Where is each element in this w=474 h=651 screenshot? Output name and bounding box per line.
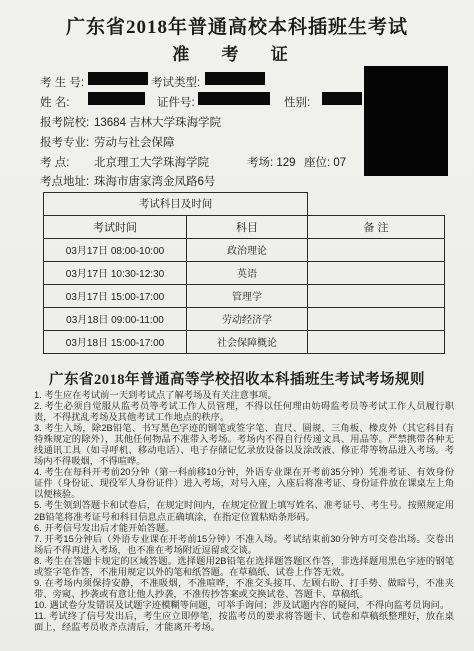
table-row — [44, 261, 445, 284]
row-note — [308, 284, 445, 307]
row-note — [308, 261, 445, 284]
row-time: 03月17日 08:00-10:00 — [44, 238, 187, 261]
exam-type-label: 考试类型: — [151, 77, 201, 89]
schedule-table — [43, 192, 445, 354]
address-label: 考点地址: — [40, 176, 90, 188]
major-label: 报考专业: — [40, 137, 90, 149]
school-value: 13684 吉林大学珠海学院 — [94, 117, 222, 129]
exam-number-label: 考 生 号: — [40, 77, 85, 89]
photo-redaction — [364, 66, 448, 176]
document-title: 广东省2018年普通高校本科插班生考试 — [65, 17, 408, 38]
rules-title: 广东省2018年普通高等学校招收本科插班生考试考场规则 — [49, 372, 425, 388]
rule-item: 5. 考生领到答题卡和试卷后，在规定时间内，在规定位置上填写姓名、准考证号、考生号。按照规定用2B铅笔将准考证号和科目信息点正确填涂，在指定位置粘贴条形码。 — [34, 500, 454, 522]
row-note — [308, 238, 445, 261]
address-value: 珠海市唐家湾金凤路6号 — [94, 176, 216, 188]
rule-item: 10. 遇试卷分发错误及试题字迹模糊等问题，可举手询问；涉及试题内容的疑问，不得向监考员询问。 — [34, 599, 450, 610]
rule-item: 11. 考试终了信号发出后，考生应立即停笔，按监考员的要求将答题卡、试卷和草稿纸整理好，放在桌面上，经监考员收齐点清后，才能离开考场。 — [34, 610, 454, 632]
row-time: 03月18日 15:00-17:00 — [44, 330, 187, 353]
site-label: 考 点: — [40, 157, 70, 169]
row-subject: 劳动经济学 — [187, 307, 308, 330]
row-time: 03月18日 09:00-11:00 — [44, 307, 187, 330]
rule-item: 4. 考生在每科开考前20分钟（第一科前移10分钟，外语专业课在开考前35分钟）凭准考证、有效身份证件（身份证、现役军人身份证件）进入考场，对号入座，入座后将准考证、身份证件放在课桌左上角以便核验。 — [34, 467, 454, 500]
row-subject: 政治理论 — [187, 238, 308, 261]
header-time: 考试时间 — [44, 215, 187, 238]
major-value: 劳动与社会保障 — [94, 137, 175, 149]
rule-item: 8. 考生在答题卡规定的区域答题。选择题用2B铅笔在选择题答题区作答，非选择题用黑色字迹的钢笔或签字笔作答，不准用规定以外的笔和纸答题。在草稿纸、试卷上作答无效。 — [34, 555, 454, 577]
document-subtitle: 准 考 证 — [172, 45, 302, 64]
seat-label: 座位: 07 — [304, 157, 347, 169]
schedule-caption: 考试科目及时间 — [44, 193, 308, 216]
gender-redaction — [322, 92, 362, 105]
exam-number-redaction — [88, 72, 148, 85]
schedule-caption-blank — [308, 193, 445, 216]
exam-type-redaction — [205, 72, 265, 85]
header-note: 备 注 — [308, 215, 445, 238]
table-row — [44, 330, 445, 353]
rule-item: 6. 开考信号发出后才能开始答题。 — [34, 522, 175, 533]
header-subject: 科目 — [187, 215, 308, 238]
name-redaction — [88, 92, 145, 105]
gender-label: 性别: — [284, 97, 311, 109]
rule-item: 2. 考生必须自觉服从监考员等考试工作人员管理，不得以任何理由妨碍监考员等考试工作人员履行职责，不得扰乱考场及其他考试工作地点的秩序。 — [34, 401, 454, 423]
id-number-label: 证件号: — [157, 97, 195, 109]
school-label: 报考院校: — [40, 117, 90, 129]
site-value: 北京理工大学珠海学院 — [94, 157, 209, 169]
table-row — [44, 307, 445, 330]
rule-item: 3. 考生入场，除2B铅笔、书写黑色字迹的钢笔或签字笔、直尺、圆规、三角板、橡皮外（其它科目有特殊规定的除外），其他任何物品不准带入考场。考场内不得自行传递文具、用品等。严禁携带各种无线通讯工具（如寻呼机、移动电话）、电子存储记忆录放设备以及涂改液、修正带等物品进入考场。考场内不得吸烟，不得喧哗。 — [34, 423, 454, 467]
rule-item: 7. 开考15分钟后（外语专业课在开考前15分钟）不准入场。考试结束前30分钟方可交卷出场。交卷出场后不得再进入考场，也不准在考场附近逗留或交谈。 — [34, 533, 454, 555]
row-time: 03月17日 15:00-17:00 — [44, 284, 187, 307]
table-row — [44, 238, 445, 261]
id-number-redaction — [198, 92, 270, 105]
row-note — [308, 307, 445, 330]
row-subject: 管理学 — [187, 284, 308, 307]
room-label: 考场: 129 — [247, 157, 296, 169]
row-time: 03月17日 10:30-12:30 — [44, 261, 187, 284]
name-label: 姓 名: — [40, 97, 70, 109]
rules-list — [34, 390, 454, 633]
rule-item: 1. 考生应在考试前一天到考试点了解考场及有关注意事项。 — [34, 390, 277, 400]
row-subject: 社会保障概论 — [187, 330, 308, 353]
table-row — [44, 284, 445, 307]
row-note — [308, 330, 445, 353]
row-subject: 英语 — [187, 261, 308, 284]
rule-item: 9. 在考场内须保持安静，不准吸烟，不准喧哗，不准交头接耳、左顾右盼、打手势、做暗号，不准夹带、旁窥、抄袭或有意让他人抄袭，不准传抄答案或交换试卷、答题卡、草稿纸。 — [34, 577, 454, 599]
